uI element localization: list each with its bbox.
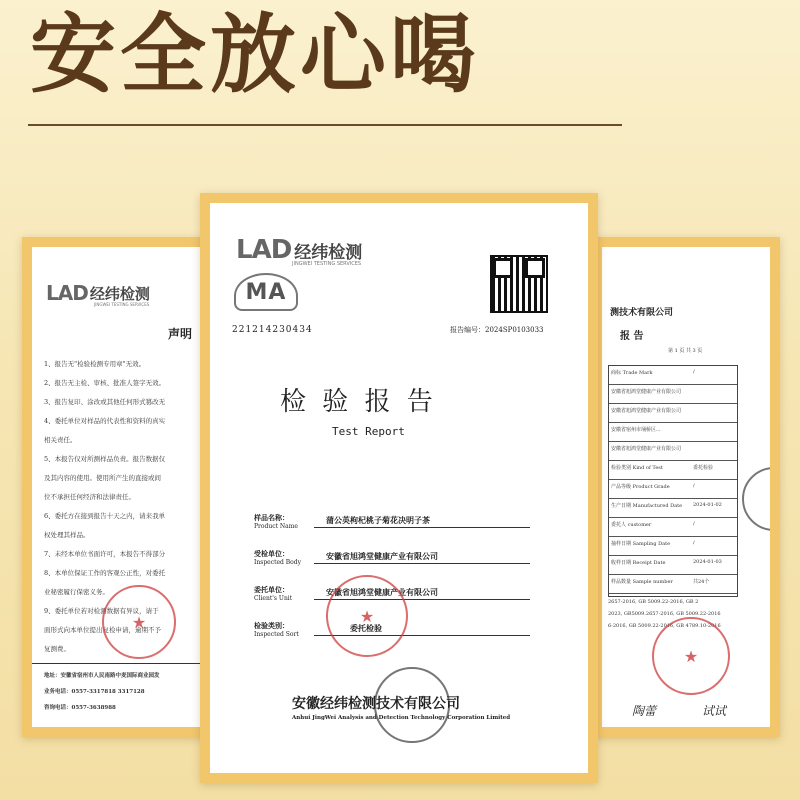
- row-value: 共24个: [693, 579, 710, 585]
- declaration-item: 7、未经本单位书面许可，本报告不得部分: [44, 550, 166, 558]
- declaration-item: 2、报告无主检、审核、批准人签字无效。: [44, 379, 166, 387]
- report-number: [450, 325, 544, 335]
- brand-tagline: JINGWEI TESTING SERVICES: [94, 302, 150, 307]
- row-label: 检验类别 Kind of Test: [611, 465, 663, 471]
- table-row: [609, 537, 737, 556]
- row-label: 生产日期 Manufactured Date: [611, 503, 683, 509]
- footer-divider: [32, 663, 200, 664]
- declaration-item: 6、委托方在接到报告十天之内，请来我单: [44, 512, 166, 520]
- row-value: 委托检验: [693, 465, 714, 471]
- cma-logo: MA: [234, 273, 298, 311]
- headline: 安全放心喝: [30, 5, 480, 105]
- declaration-item: 位不承担任何经济和法律责任。: [44, 493, 135, 501]
- field-underline: [314, 563, 530, 564]
- field-value: 安徽省旭鸿堂健康产业有限公司: [326, 551, 438, 561]
- table-row: [609, 556, 737, 575]
- field-value: 安徽省旭鸿堂健康产业有限公司: [326, 587, 438, 597]
- row-label: 安徽省宿州市埇桥区...: [611, 427, 661, 433]
- row-value: 2024-01-02: [693, 502, 722, 508]
- field-label-en: Inspected Sort: [254, 631, 299, 638]
- row-label: 安徽省旭鸿堂健康产业有限公司: [611, 389, 682, 395]
- field-underline: [314, 527, 530, 528]
- row-label: 安徽省旭鸿堂健康产业有限公司: [611, 446, 682, 452]
- declaration-item: 1、报告无"检验检测专用章"无效。: [44, 360, 146, 368]
- standard-line: 2657-2016, GB 5009.22-2016, GB 2: [608, 599, 699, 605]
- report-title: 检 验 报 告: [280, 387, 437, 417]
- field-label: 样品名称：: [254, 513, 289, 522]
- row-label: 委托人 customer: [611, 522, 652, 528]
- table-row: [609, 480, 737, 499]
- footer-line: 业务电话：0557-3317818 3317128: [44, 689, 145, 695]
- table-row: [609, 442, 737, 461]
- field-value: 委托检验: [350, 623, 382, 633]
- declaration-heading: 声明: [168, 327, 193, 341]
- cma-cert-number: 221214230434: [232, 325, 313, 335]
- field-label: 委托单位：: [254, 585, 289, 594]
- row-label: 安徽省旭鸿堂健康产业有限公司: [611, 408, 682, 414]
- row-value: /: [693, 540, 695, 546]
- table-row: [609, 385, 737, 404]
- issuing-company: 安徽经纬检测技术有限公司: [292, 696, 460, 712]
- red-seal-stamp-center: ★: [326, 575, 408, 657]
- row-value: /: [693, 521, 695, 527]
- standard-line: 2023, GB5009.2657-2016, GB 5009.22-2016: [608, 611, 721, 617]
- table-row: [609, 575, 737, 594]
- declaration-item: 面形式向本单位提出复检申请，逾期不予: [44, 626, 161, 634]
- row-value: /: [693, 369, 695, 375]
- table-row: [609, 518, 737, 537]
- report-title-en: Test Report: [332, 425, 405, 438]
- declaration-item: 8、本单位保证工作的客观公正性，对委托: [44, 569, 166, 577]
- row-label: 收样日期 Receipt Date: [611, 560, 666, 566]
- field-label-en: Inspected Body: [254, 559, 302, 566]
- gray-seal-stamp-right: [742, 467, 770, 531]
- declaration-item: 业秘密履行保密义务。: [44, 588, 109, 596]
- brand-tagline-center: JINGWEI TESTING SERVICES: [292, 261, 362, 267]
- report-sub-title: 报 告: [620, 331, 644, 342]
- row-value: 2024-01-03: [693, 559, 722, 565]
- declaration-item: 及其内容的使用。使用所产生的直接或间: [44, 474, 161, 482]
- results-paper: [602, 247, 770, 727]
- signature-2: 试试: [702, 704, 727, 718]
- field-label-en: Product Name: [254, 523, 298, 530]
- issuing-company-en: Anhui JingWei Analysis and Detection Technology Corporation Limited: [292, 715, 511, 721]
- declaration-item: 权处理其样品。: [44, 531, 90, 539]
- standard-line: 6-2016, GB 5009.22-2016, GB 4789.10-2016: [608, 623, 721, 629]
- row-label: 商标 Trade Mark: [611, 370, 653, 376]
- brand-name: 经纬检测: [89, 284, 150, 303]
- brand-mark: LAD: [46, 281, 88, 305]
- test-report-document: [200, 193, 598, 783]
- red-seal-stamp-right: ★: [652, 617, 730, 695]
- table-row: [609, 461, 737, 480]
- field-value: 蒲公英枸杞桃子菊花决明子茶: [326, 515, 430, 525]
- brand-mark-center: LAD: [236, 235, 292, 265]
- declaration-item: 4、委托单位对样品的代表性和资料的真实: [44, 417, 166, 425]
- headline-underline: [28, 124, 622, 126]
- declaration-document: [22, 237, 210, 737]
- table-row: [609, 499, 737, 518]
- table-row: [609, 423, 737, 442]
- report-number-label: 报告编号：: [450, 326, 485, 334]
- declaration-item: 复测费。: [44, 645, 70, 653]
- table-row: [609, 366, 737, 385]
- report-number-value: 2024SP0103033: [485, 326, 544, 334]
- declaration-item: 3、报告复印、涂改或其他任何形式篡改无: [44, 398, 166, 406]
- results-table: [608, 365, 738, 597]
- declaration-item: 9、委托单位若对检测数据有异议，请于: [44, 607, 159, 615]
- declaration-paper: [32, 247, 200, 727]
- row-value: /: [693, 483, 695, 489]
- row-label: 样品数量 Sample number: [611, 579, 673, 585]
- qr-code: [490, 255, 548, 313]
- field-label-en: Client's Unit: [254, 595, 293, 602]
- table-row: [609, 404, 737, 423]
- test-report-paper: [210, 203, 588, 773]
- red-seal-stamp: ★: [102, 585, 176, 659]
- row-label: 产品等级 Product Grade: [611, 484, 670, 490]
- company-header: 测技术有限公司: [610, 308, 674, 318]
- brand-name-center: 经纬检测: [294, 242, 363, 263]
- row-label: 抽样日期 Sampling Date: [611, 541, 671, 547]
- footer-line: 地址：安徽省宿州市人民南路中麦国际商业园发: [44, 673, 160, 679]
- signature: 陶蕾: [632, 704, 657, 718]
- results-document: [592, 237, 780, 737]
- footer-line: 咨询电话：0557-3638988: [44, 705, 116, 711]
- page-number: 第 1 页 共 3 页: [668, 348, 703, 354]
- declaration-item: 5、本报告仅对所测样品负责。报告数据仅: [44, 455, 166, 463]
- field-label: 检验类别：: [254, 621, 289, 630]
- field-label: 受检单位：: [254, 549, 289, 558]
- declaration-item: 相关责任。: [44, 436, 77, 444]
